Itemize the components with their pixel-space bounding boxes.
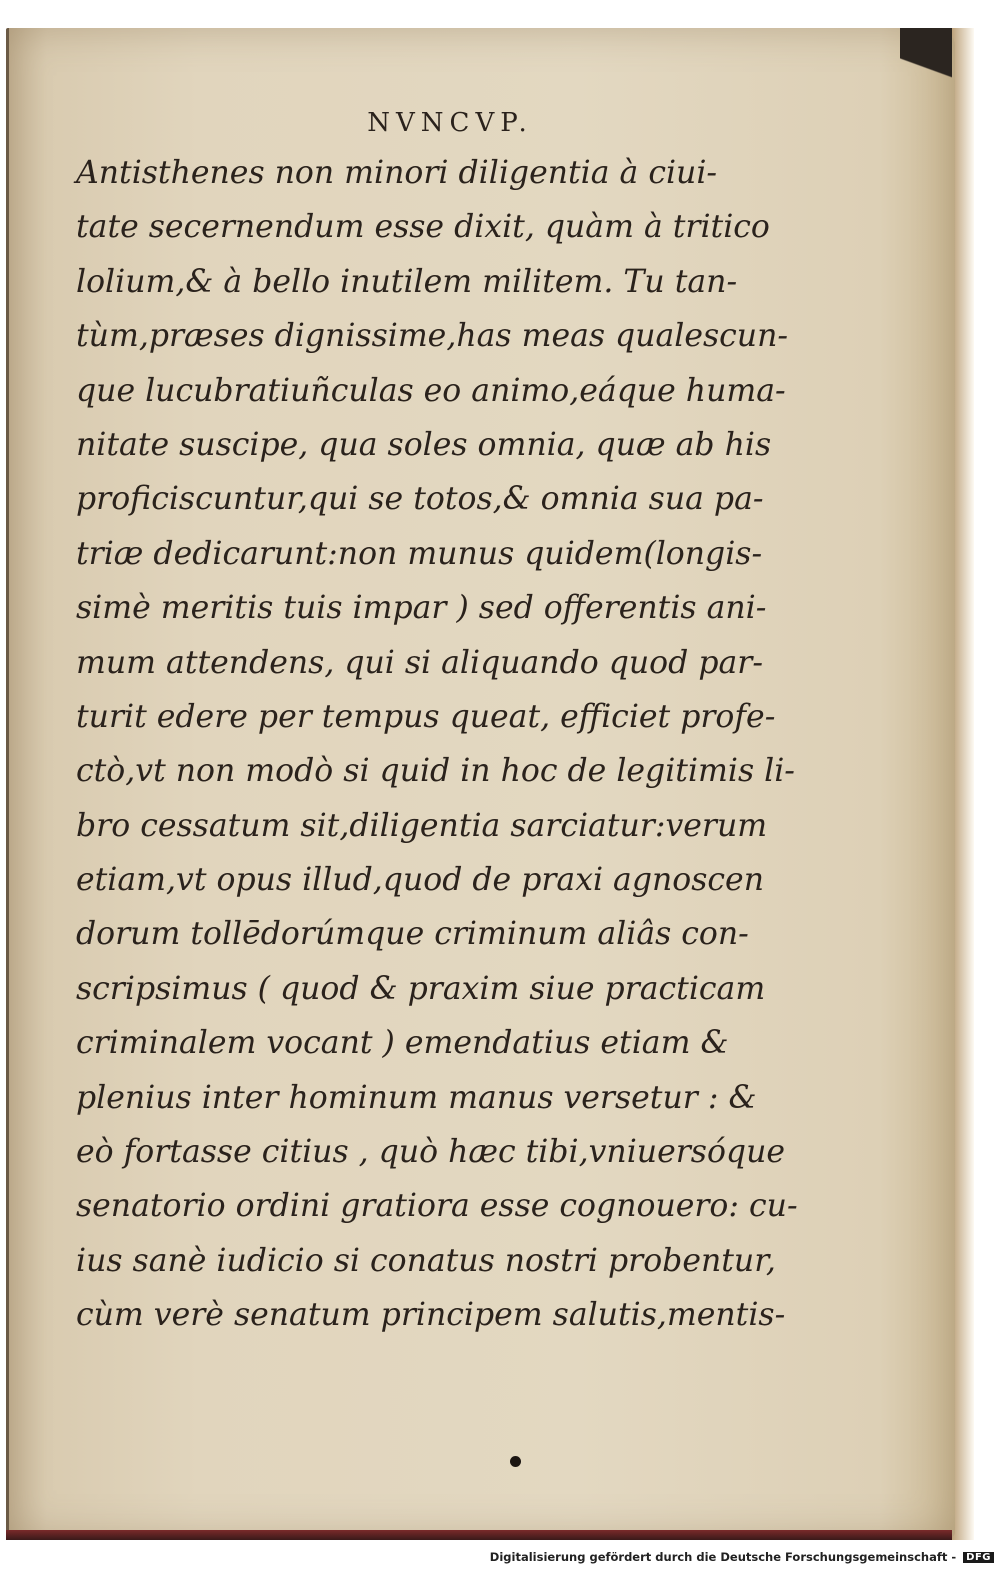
text-line: triæ dedicarunt:non munus quidem(longis- bbox=[76, 535, 763, 572]
text-line: bro cessatum sit,diligentia sarciatur:verum bbox=[76, 807, 768, 844]
text-line: ctò,vt non modò si quid in hoc de legitimis li- bbox=[76, 753, 795, 790]
text-line: etiam,vt opus illud,quod de praxi agnoscen bbox=[76, 862, 764, 899]
text-line: senatorio ordini gratiora esse cognouero: cu- bbox=[76, 1188, 798, 1225]
text-line: criminalem vocant ) emendatius etiam & bbox=[76, 1025, 729, 1062]
text-line: tate secernendum esse dixit, quàm à tritico bbox=[76, 209, 770, 246]
text-line: mum attendens, qui si aliquando quod par- bbox=[76, 644, 763, 681]
text-line: tùm,præses dignissime,has meas qualescun- bbox=[76, 318, 789, 355]
text-line: proficiscuntur,qui se totos,& omnia sua pa- bbox=[76, 481, 764, 518]
text-line: lolium,& à bello inutilem militem. Tu tan- bbox=[76, 263, 738, 300]
text-line: ius sanè iudicio si conatus nostri probentur, bbox=[76, 1242, 776, 1279]
text-line: Antisthenes non minori diligentia à ciui- bbox=[76, 155, 718, 191]
text-line: que lucubratiuñculas eo animo,eáque huma- bbox=[76, 372, 786, 409]
page-edge-right bbox=[952, 28, 974, 1540]
text-line: plenius inter hominum manus versetur : & bbox=[76, 1079, 757, 1116]
text-line: dorum tollēdorúmque criminum aliâs con- bbox=[76, 916, 749, 953]
credit-text: Digitalisierung gefördert durch die Deutsche Forschungsgemeinschaft - bbox=[489, 1550, 957, 1564]
ornament-dot bbox=[510, 1456, 521, 1467]
digitization-credit bbox=[490, 1550, 994, 1564]
text-line: scripsimus ( quod & praxim siue practicam bbox=[76, 970, 766, 1007]
text-line: turit edere per tempus queat, efficiet profe- bbox=[76, 698, 776, 735]
running-head: NVNCVP. bbox=[367, 108, 533, 138]
body-text bbox=[76, 146, 798, 1343]
text-line: eò fortasse citius , quò hæc tibi,vniuersóque bbox=[76, 1134, 785, 1171]
text-line: simè meritis tuis impar ) sed offerentis ani- bbox=[76, 590, 767, 627]
page-corner-fold bbox=[900, 28, 952, 148]
text-line: nitate suscipe, qua soles omnia, quæ ab his bbox=[76, 426, 772, 463]
dfg-logo: DFG bbox=[963, 1552, 994, 1563]
page-edge-bottom bbox=[6, 1530, 952, 1540]
text-line: cùm verè senatum principem salutis,mentis- bbox=[76, 1297, 786, 1334]
